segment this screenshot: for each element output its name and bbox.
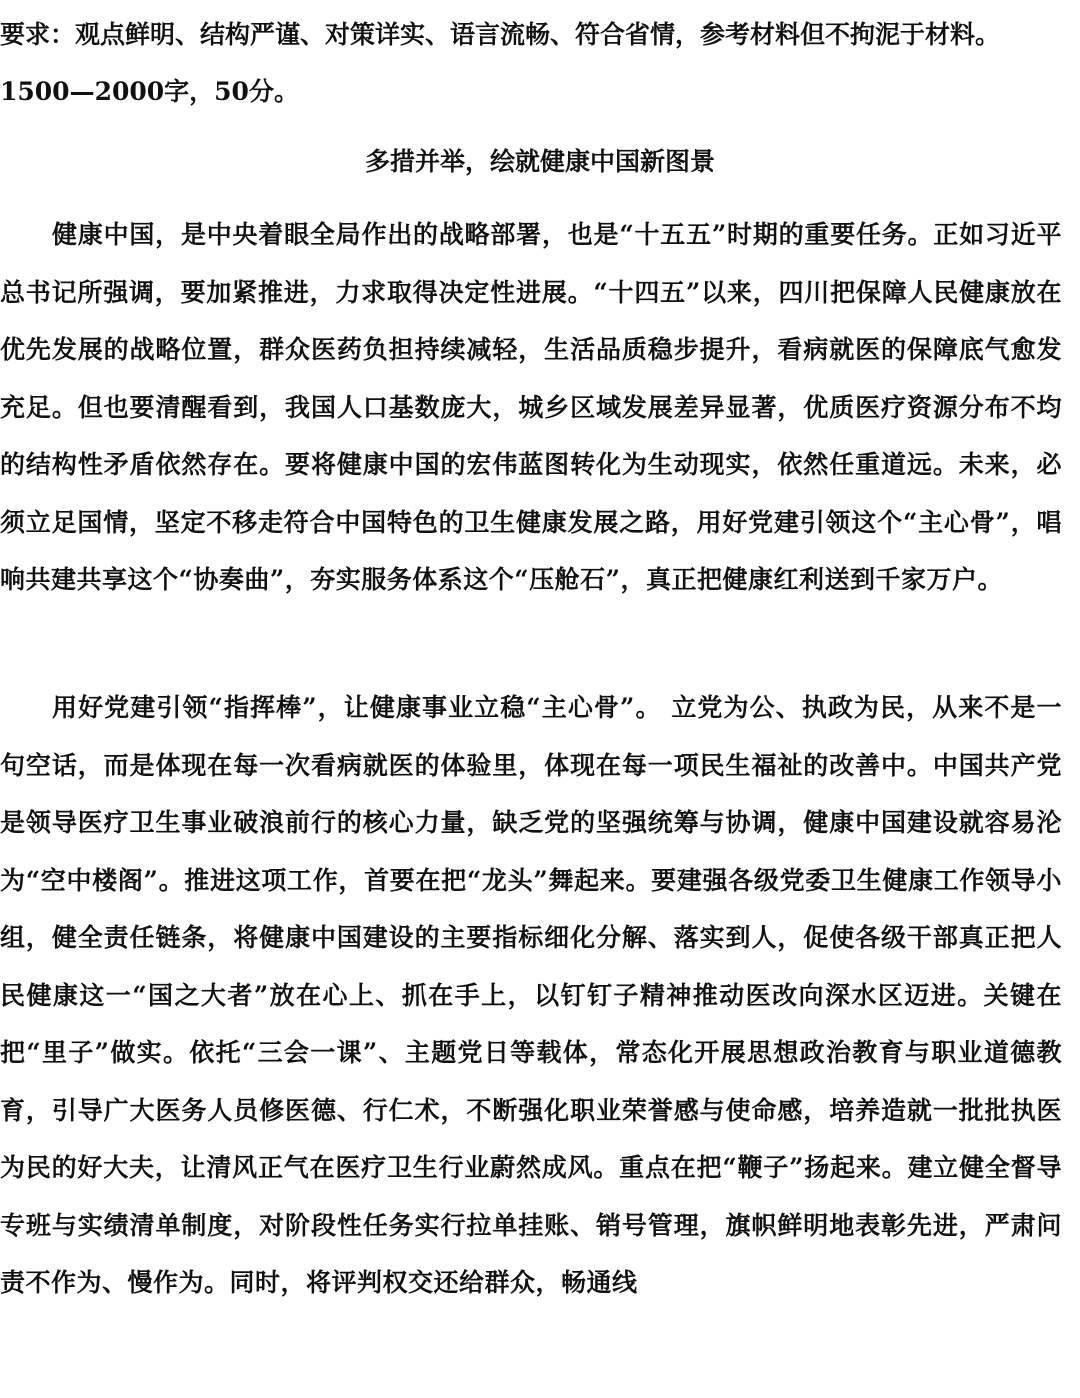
essay-title: 多措并举，绘就健康中国新图景 — [364, 147, 715, 176]
essay-requirement: 要求：观点鲜明、结构严谨、对策详实、语言流畅、符合省情，参考材料但不拘泥于材料。 1500—2000字，50分。 — [0, 20, 1001, 106]
paragraph-party-leadership: 用好党建引领“指挥棒”，让健康事业立稳“主心骨”。 立党为公、执政为民，从来不是一句空话，而是体现在每一次看病就医的体验里，体现在每一项民生福祉的改善中。中国共产党是领导医疗卫生事业破浪前行的核心力量，缺乏党的坚强统筹与协调，健康中国建设就容易沦为“空中楼阁”。推进这项工作，首要在把“龙头”舞起来。要建强各级党委卫生健康工作领导小组，健全责任链条，将健康中国建设的主要指标细化分解、落实到人，促使各级干部真正把人民健康这一“国之大者”放在心上、抓在手上，以钉钉子精神推动医改向深水区迈进。关键在把“里子”做实。依托“三会一课”、主题党日等载体，常态化开展思想政治教育与职业道德教育，引导广大医务人员修医德、行仁术，不断强化职业荣誉感与使命感，培养造就一批批执医为民的好大夫，让清风正气在医疗卫生行业蔚然成风。重点在把“鞭子”扬起来。建立健全督导专班与实绩清单制度，对阶段性任务实行拉单挂账、销号管理，旗帜鲜明地表彰先进，严肃问责不作为、慢作为。同时，将评判权交还给群众，畅通线 — [0, 693, 1062, 1297]
paragraph-intro: 健康中国，是中央着眼全局作出的战略部署，也是“十五五”时期的重要任务。正如习近平总书记所强调，要加紧推进，力求取得决定性进展。“十四五”以来，四川把保障人民健康放在优先发展的战略位置，群众医药负担持续减轻，生活品质稳步提升，看病就医的保障底气愈发充足。但也要清醒看到，我国人口基数庞大，城乡区域发展差异显著，优质医疗资源分布不均的结构性矛盾依然存在。要将健康中国的宏伟蓝图转化为生动现实，依然任重道远。未来，必须立足国情，坚定不移走符合中国特色的卫生健康发展之路，用好党建引领这个“主心骨”，唱响共建共享这个“协奏曲”，夯实服务体系这个“压舱石”，真正把健康红利送到千家万户。 — [0, 220, 1062, 594]
